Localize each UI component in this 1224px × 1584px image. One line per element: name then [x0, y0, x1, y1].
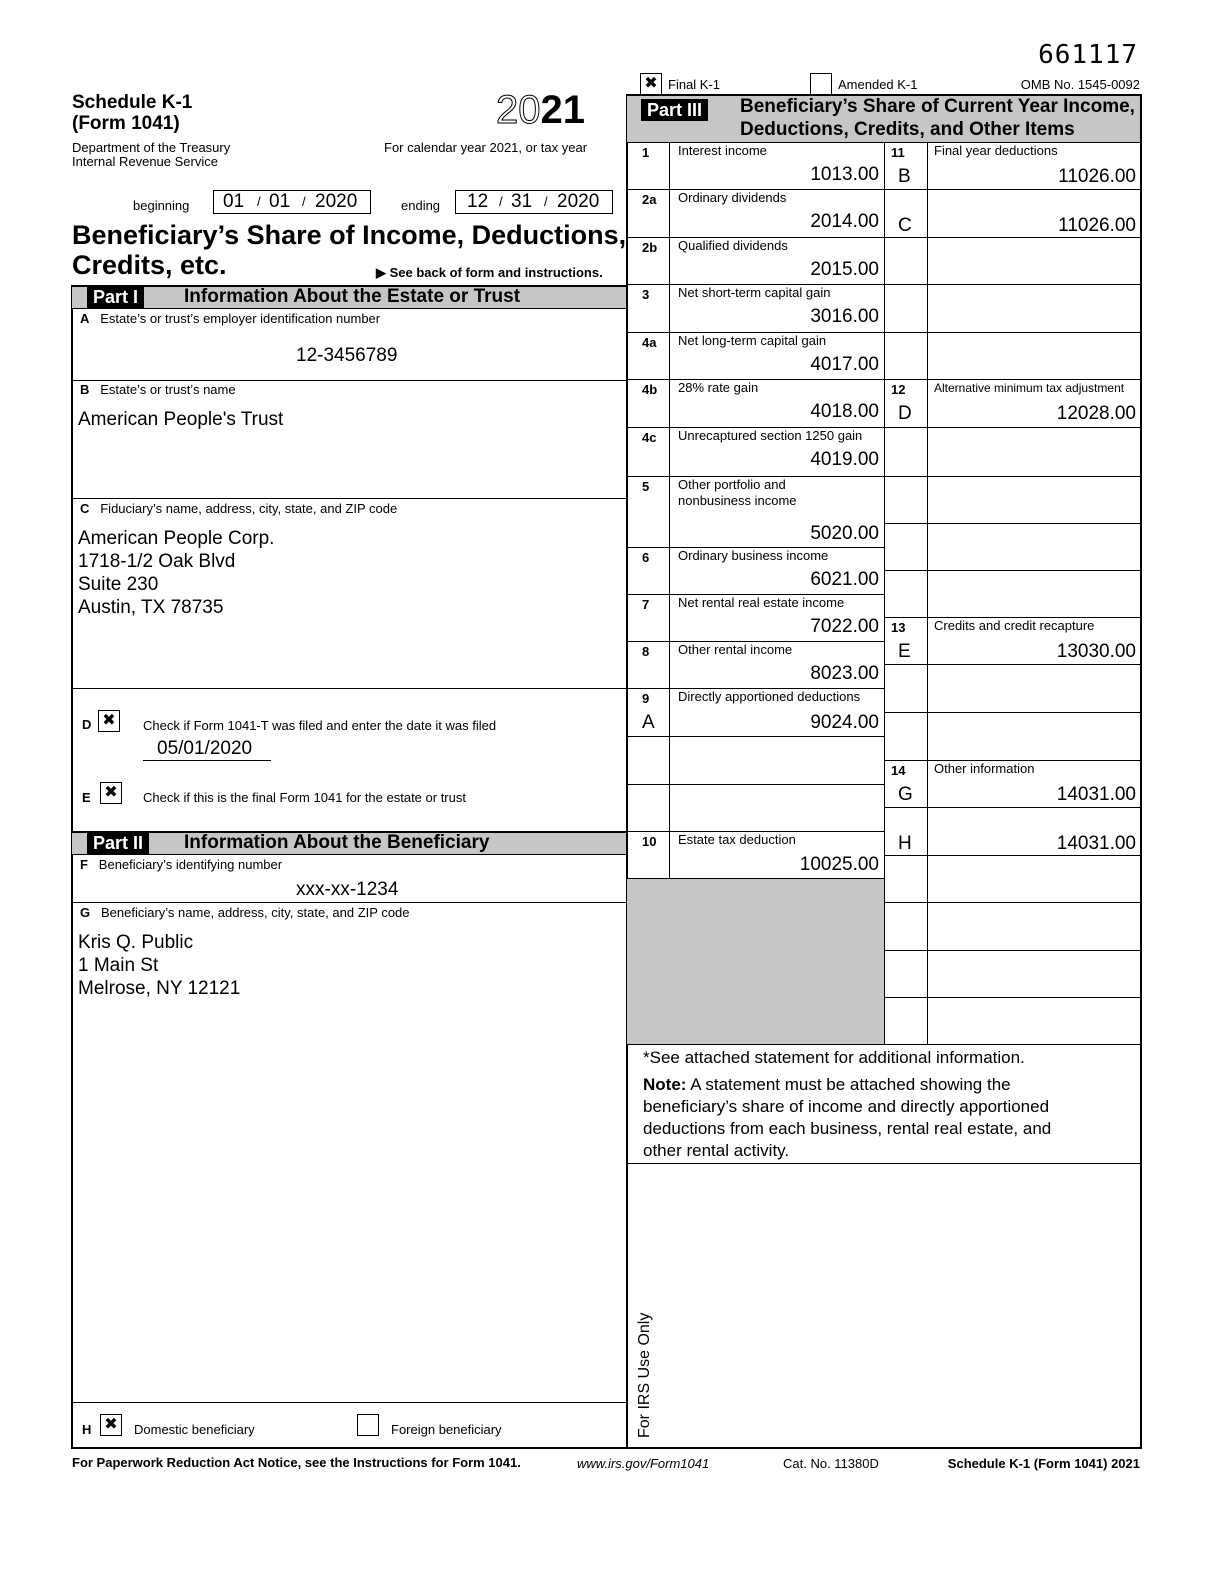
box-code[interactable]: D [898, 403, 912, 424]
fiduciary-line4[interactable]: Austin, TX 78735 [78, 597, 224, 618]
fiduciary-line2[interactable]: 1718-1/2 Oak Blvd [78, 551, 236, 572]
divider [884, 807, 1142, 808]
box-label: Unrecaptured section 1250 gain [678, 428, 863, 443]
note-line1: A statement must be attached showing the [686, 1075, 1011, 1094]
field-h-letter: H [82, 1422, 92, 1437]
field-a-label [80, 311, 380, 326]
note-line2: beneficiary’s share of income and directly apportioned [643, 1097, 1050, 1116]
box-number: 13 [891, 620, 906, 635]
divider [626, 594, 885, 595]
fiduciary-line3[interactable]: Suite 230 [78, 574, 159, 595]
final-k1-label: Final K-1 [668, 77, 721, 92]
box-value[interactable]: 3016.00 [810, 306, 879, 327]
divider [626, 784, 885, 785]
beneficiary-line1[interactable]: Kris Q. Public [78, 932, 194, 953]
box-value[interactable]: 13030.00 [1056, 641, 1136, 662]
footer-paperwork: For Paperwork Reduction Act Notice, see the Instructions for Form 1041. [72, 1455, 521, 1470]
tax-year [496, 88, 585, 132]
divider [71, 498, 627, 499]
beginning-date-field[interactable] [213, 190, 371, 214]
right-border [1140, 94, 1142, 1448]
domestic-beneficiary-checkbox[interactable]: ✖ [100, 1414, 122, 1436]
box-label: Net short-term capital gain [678, 285, 831, 300]
column-divider [927, 142, 928, 1044]
box-value[interactable]: 7022.00 [810, 616, 879, 637]
footer-form-name: Schedule K-1 (Form 1041) 2021 [947, 1456, 1140, 1471]
column-divider [669, 142, 670, 878]
box-label: Directly apportioned deductions [678, 689, 861, 704]
form-id: 661117 [1038, 40, 1138, 70]
box-label: Ordinary business income [678, 548, 829, 563]
box-number: 4c [642, 430, 657, 445]
box-value[interactable]: 2015.00 [810, 259, 879, 280]
field-a-letter: A [80, 311, 90, 326]
divider [626, 688, 885, 689]
divider [626, 379, 885, 380]
box-code[interactable]: B [898, 166, 911, 187]
field-c-letter: C [80, 501, 90, 516]
part3-title-line1: Beneficiary’s Share of Current Year Income, [740, 96, 1135, 117]
box-number: 4a [642, 335, 657, 350]
note-line4: other rental activity. [643, 1141, 790, 1160]
divider [884, 997, 1142, 998]
box-number: 14 [891, 763, 906, 778]
box-number: 9 [642, 691, 650, 706]
divider [884, 950, 1142, 951]
box-number: 3 [642, 287, 650, 302]
box-label: Ordinary dividends [678, 190, 787, 205]
field-b-letter: B [80, 382, 90, 397]
field-d-letter: D [82, 717, 92, 732]
box-label: Interest income [678, 143, 767, 158]
box-value[interactable]: 6021.00 [810, 569, 879, 590]
tax-year-bold: 21 [540, 88, 585, 132]
part1-title: Information About the Estate or Trust [184, 286, 521, 307]
divider [884, 902, 1142, 903]
box-label: 28% rate gain [678, 380, 759, 395]
note-label: Note: [643, 1075, 687, 1094]
final-1041-checkbox[interactable]: ✖ [100, 782, 122, 804]
divider [884, 332, 1142, 333]
domestic-beneficiary-label: Domestic beneficiary [134, 1422, 255, 1437]
part2-title: Information About the Beneficiary [184, 832, 490, 853]
beginning-label: beginning [133, 198, 190, 213]
column-divider [884, 142, 885, 1044]
box-label: Alternative minimum tax adjustment [934, 381, 1125, 395]
ending-month: 12 [467, 191, 489, 212]
foreign-beneficiary-label: Foreign beneficiary [391, 1422, 502, 1437]
divider [884, 379, 1142, 380]
divider [884, 237, 1142, 238]
box-number: 7 [642, 597, 650, 612]
box-label: Credits and credit recapture [934, 618, 1095, 633]
box-label: Net long-term capital gain [678, 333, 827, 348]
field-e-text: Check if this is the final Form 1041 for the estate or trust [143, 790, 466, 805]
box-value[interactable]: 14031.00 [1056, 833, 1136, 854]
beneficiary-line2[interactable]: 1 Main St [78, 955, 159, 976]
date-separator: / [302, 194, 306, 209]
divider [71, 1402, 627, 1403]
tax-year-outline: 20 [496, 88, 541, 132]
box-label: Other information [934, 761, 1035, 776]
beginning-year: 2020 [315, 191, 358, 212]
irs-use-only: For IRS Use Only [636, 1312, 653, 1438]
box-value[interactable]: 4019.00 [810, 449, 879, 470]
box-number: 11 [891, 145, 905, 160]
amended-k1-checkbox[interactable] [810, 73, 832, 95]
date-separator: / [499, 194, 503, 209]
center-divider [626, 94, 628, 1448]
field-c-label [80, 501, 397, 516]
box-number: 12 [891, 382, 906, 397]
box-code[interactable]: E [898, 641, 911, 662]
form-1041t-checkbox[interactable]: ✖ [98, 710, 120, 732]
box-code[interactable]: C [898, 215, 912, 236]
box-code[interactable]: H [898, 833, 912, 854]
box-number: 10 [642, 834, 657, 849]
box-value[interactable]: 4017.00 [810, 354, 879, 375]
box-value[interactable]: 4018.00 [810, 401, 879, 422]
divider [626, 641, 885, 642]
box-label: Estate tax deduction [678, 832, 796, 847]
divider [626, 1163, 1142, 1164]
box-value[interactable]: 11026.00 [1058, 215, 1136, 236]
divider [884, 476, 1142, 477]
divider [884, 712, 1142, 713]
part3-badge: Part III [641, 99, 708, 121]
divider [71, 380, 627, 381]
part1-badge: Part I [87, 286, 144, 308]
divider [884, 664, 1142, 665]
box-value[interactable]: 1013.00 [810, 164, 879, 185]
divider [884, 284, 1142, 285]
note-paragraph [643, 1074, 1051, 1162]
divider [626, 427, 885, 428]
divider [884, 427, 1142, 428]
beneficiary-id-value[interactable]: xxx-xx-1234 [296, 879, 399, 900]
field-e-letter: E [82, 790, 91, 805]
beginning-day: 01 [269, 191, 291, 212]
box-label-line2: nonbusiness income [678, 493, 797, 508]
footer-url[interactable]: www.irs.gov/Form1041 [577, 1456, 710, 1471]
box-value[interactable]: 11026.00 [1058, 166, 1136, 187]
box-number: 2a [642, 192, 657, 207]
divider [626, 284, 885, 285]
beneficiary-line3[interactable]: Melrose, NY 12121 [78, 978, 241, 999]
field-f-text: Beneficiary’s identifying number [98, 857, 283, 872]
divider [884, 523, 1142, 524]
box-label: Final year deductions [934, 143, 1058, 158]
field-c-text: Fiduciary’s name, address, city, state, and ZIP code [100, 501, 398, 516]
divider [626, 332, 885, 333]
bottom-border [71, 1447, 1142, 1449]
part3-title-line2: Deductions, Credits, and Other Items [740, 119, 1075, 140]
divider [626, 878, 885, 879]
left-border [71, 285, 73, 1448]
field-g-text: Beneficiary’s name, address, city, state, and ZIP code [100, 905, 410, 920]
field-g-letter: G [80, 905, 91, 920]
box-label: Net rental real estate income [678, 595, 845, 610]
box-value[interactable]: 9024.00 [810, 712, 879, 733]
ending-label: ending [401, 198, 441, 213]
foreign-beneficiary-checkbox[interactable] [357, 1414, 379, 1436]
box-label: Qualified dividends [678, 238, 788, 253]
amended-k1-label: Amended K-1 [838, 77, 918, 92]
box-number: 5 [642, 479, 650, 494]
date-underline [143, 760, 271, 761]
part2-badge: Part II [87, 832, 149, 854]
ending-day: 31 [511, 191, 533, 212]
field-a-text: Estate’s or trust’s employer identification number [100, 311, 381, 326]
box-code[interactable]: A [642, 712, 655, 733]
divider [626, 476, 885, 477]
box-number: 1 [642, 145, 650, 160]
divider [71, 308, 627, 309]
see-back-instructions: ▶ See back of form and instructions. [376, 265, 603, 280]
divider [71, 902, 627, 903]
beginning-month: 01 [223, 191, 245, 212]
shaded-area [627, 879, 884, 1044]
box-value[interactable]: 2014.00 [810, 211, 879, 232]
form-1041t-date[interactable]: 05/01/2020 [157, 738, 253, 759]
field-g-label [80, 905, 410, 920]
divider [626, 237, 885, 238]
calendar-year-text: For calendar year 2021, or tax year [384, 140, 588, 155]
trust-name-value[interactable]: American People's Trust [78, 409, 284, 430]
divider [626, 1044, 1142, 1045]
fiduciary-line1[interactable]: American People Corp. [78, 528, 275, 549]
divider [626, 736, 885, 737]
box-code[interactable]: G [898, 784, 913, 805]
ending-date-field[interactable] [455, 190, 613, 214]
field-b-text: Estate’s or trust’s name [100, 382, 236, 397]
footer-cat-no: Cat. No. 11380D [783, 1456, 879, 1471]
form-number: (Form 1041) [72, 113, 180, 134]
box-label: Other rental income [678, 642, 793, 657]
box-value[interactable]: 14031.00 [1056, 784, 1136, 805]
ein-value[interactable]: 12-3456789 [296, 345, 398, 366]
box-number: 6 [642, 550, 650, 565]
box-value[interactable]: 8023.00 [810, 663, 879, 684]
ending-year: 2020 [557, 191, 600, 212]
box-value[interactable]: 10025.00 [799, 854, 879, 875]
box-number: 4b [642, 382, 658, 397]
note-line3: deductions from each business, rental real estate, and [643, 1119, 1052, 1138]
field-b-label [80, 382, 236, 397]
box-number: 2b [642, 240, 658, 255]
field-f-letter: F [80, 857, 88, 872]
divider [884, 189, 1142, 190]
divider [71, 854, 627, 855]
divider [626, 189, 885, 190]
field-d-text: Check if Form 1041-T was filed and enter the date it was filed [143, 718, 497, 733]
statement-note: *See attached statement for additional information. [643, 1048, 1025, 1067]
box-value[interactable]: 12028.00 [1056, 403, 1136, 424]
box-value[interactable]: 5020.00 [810, 523, 879, 544]
divider [626, 547, 885, 548]
irs-name: Internal Revenue Service [72, 154, 218, 169]
form-title-line1: Beneficiary’s Share of Income, Deductions, [72, 220, 627, 250]
divider [884, 570, 1142, 571]
box-label: Other portfolio and [678, 477, 786, 492]
divider [626, 831, 885, 832]
form-title-line2: Credits, etc. [72, 250, 227, 280]
date-separator: / [257, 194, 261, 209]
divider [884, 855, 1142, 856]
omb-number: OMB No. 1545-0092 [1020, 77, 1140, 92]
dept-treasury: Department of the Treasury [72, 140, 231, 155]
box-number: 8 [642, 644, 650, 659]
schedule-title: Schedule K-1 [72, 92, 193, 113]
field-f-label [80, 857, 282, 872]
final-k1-checkbox[interactable]: ✖ [640, 73, 662, 95]
date-separator: / [544, 194, 548, 209]
divider [71, 688, 627, 689]
